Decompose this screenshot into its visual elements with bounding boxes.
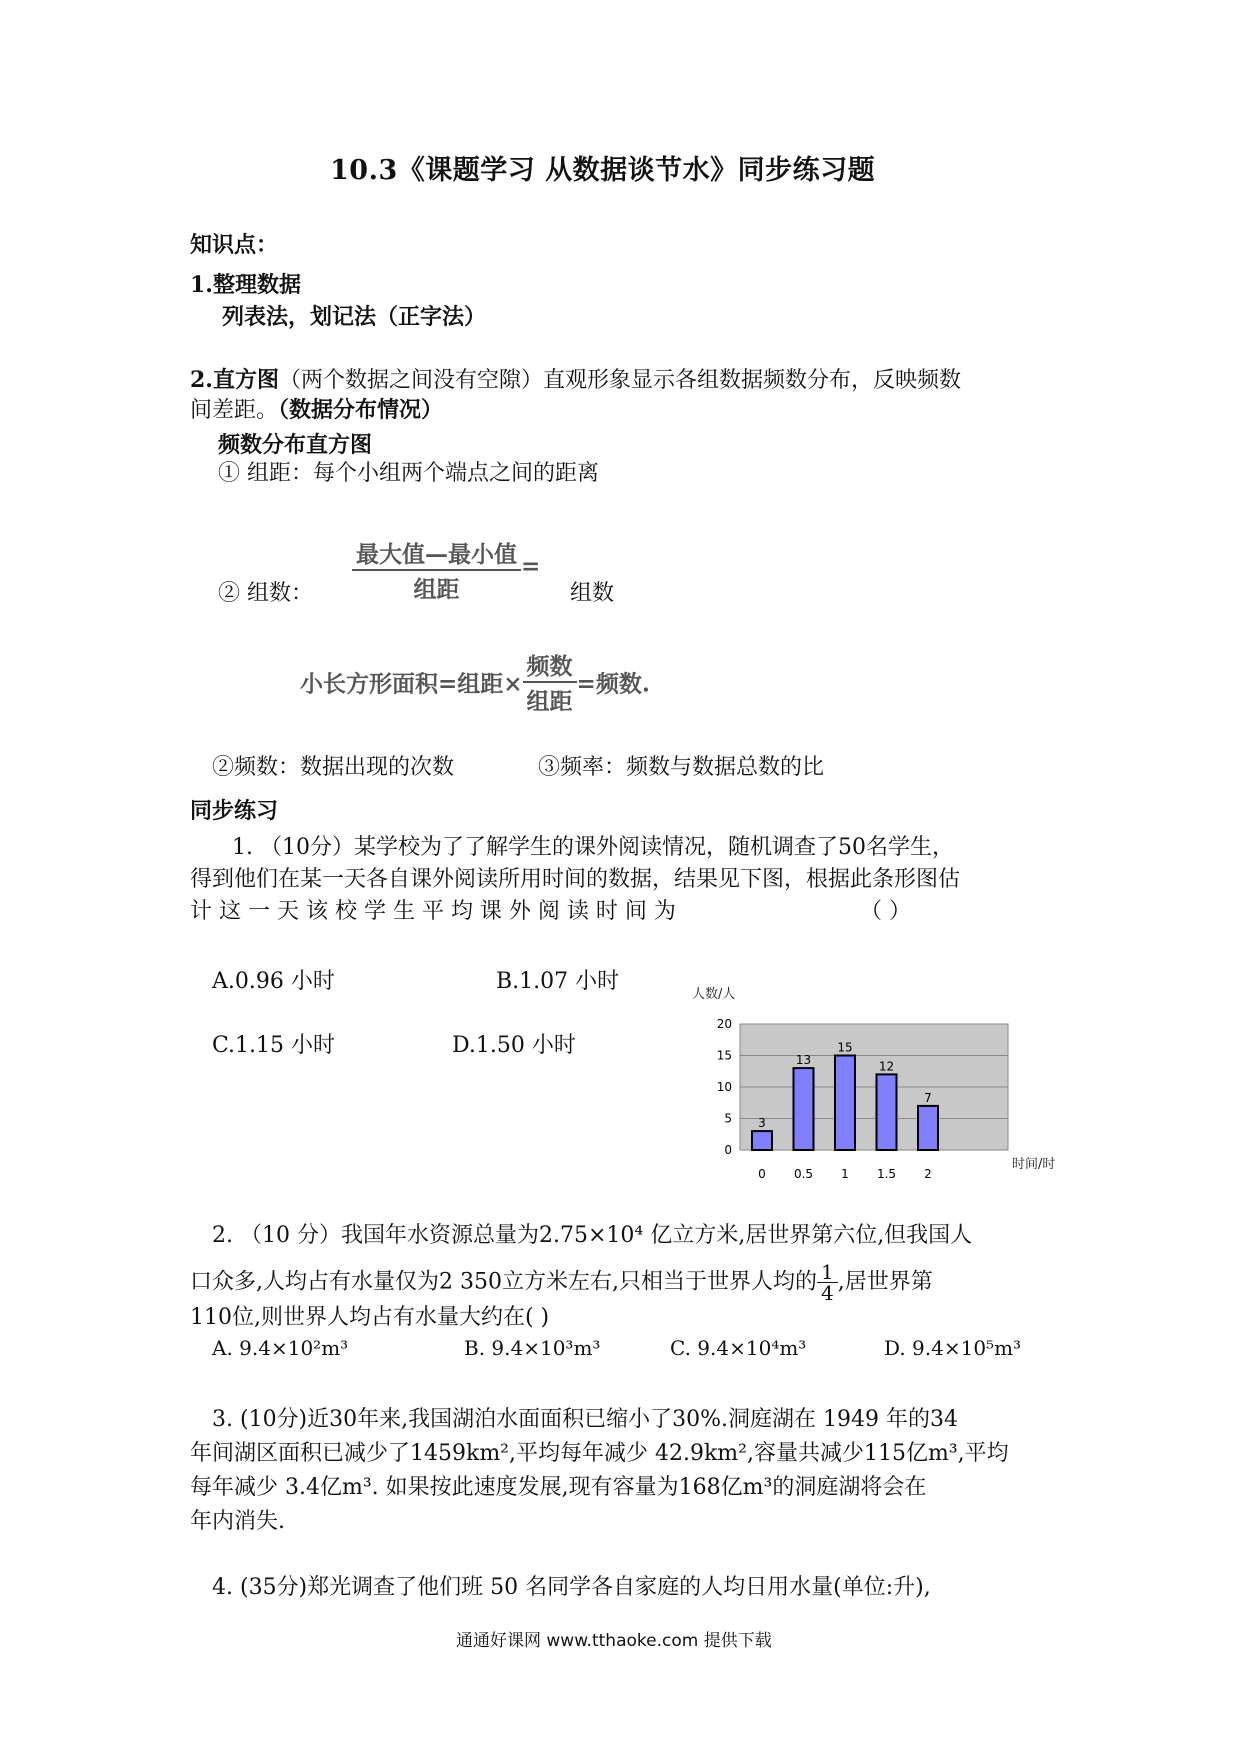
q2-line2-b: ,居世界第: [837, 1269, 933, 1295]
formula-area: [300, 648, 650, 716]
formula1-result: 组数: [570, 581, 615, 606]
frequency-definition: ②频数：数据出现的次数: [212, 755, 455, 780]
q3-line3: 每年减少 3.4亿m³. 如果按此速度发展,现有容量为168亿m³的洞庭湖将会在: [190, 1475, 927, 1500]
q1-option-a: A.0.96 小时: [212, 969, 335, 994]
chart-data-label: 7: [924, 1090, 932, 1105]
q3-line1: 3. (10分)近30年来,我国湖泊水面面积已缩小了30%.洞庭湖在 1949 年的34: [212, 1407, 958, 1432]
q2-option-a: A. 9.4×10²m³: [212, 1336, 349, 1360]
item2-desc-2: 间差距。: [190, 398, 279, 423]
formula1-equals: =: [521, 553, 541, 580]
q2-option-c: C. 9.4×10⁴m³: [670, 1336, 807, 1360]
chart-x-tick-label: 1.5: [876, 1167, 897, 1180]
point-group-width: ① 组距：每个小组两个端点之间的距离: [218, 461, 599, 486]
item2-desc: （两个数据之间没有空隙）直观形象显示各组数据频数分布，反映频数: [278, 368, 961, 393]
q1-option-d: D.1.50 小时: [452, 1033, 576, 1058]
knowledge-heading: 知识点：: [190, 232, 279, 258]
q1-line2: 得到他们在某一天各自课外阅读所用时间的数据，结果见下图，根据此条形图估: [190, 867, 961, 892]
q2-option-b: B. 9.4×10³m³: [464, 1336, 601, 1360]
q1-option-c: C.1.15 小时: [212, 1033, 336, 1058]
q2-fraction-numerator: 1: [817, 1262, 838, 1283]
q1-line1: 1. （10分）某学校为了了解学生的课外阅读情况，随机调查了50名学生，: [232, 835, 954, 860]
q1-line3: 计 这 一 天 该 校 学 生 平 均 课 外 阅 读 时 间 为: [190, 899, 676, 924]
item1-text: 列表法，划记法（正字法）: [222, 304, 487, 330]
chart-bar: [794, 1068, 814, 1150]
chart-x-tick-label: 2: [924, 1167, 932, 1180]
hist-subheading: 频数分布直方图: [218, 432, 373, 458]
reading-time-bar-chart: [690, 980, 1070, 1180]
chart-data-label: 3: [758, 1116, 766, 1131]
q1-answer-paren: （ ）: [860, 899, 911, 924]
item2-line2: [190, 394, 443, 427]
formula2-right: =频数.: [576, 670, 650, 698]
q2-option-d: D. 9.4×10⁵m³: [884, 1336, 1022, 1360]
chart-x-tick-label: 0: [758, 1167, 766, 1180]
q3-line2: 年间湖区面积已减少了1459km²,平均每年减少 42.9km²,容量共减少115亿m³,平均: [190, 1441, 1009, 1466]
chart-y-tick-label: 20: [716, 1017, 732, 1031]
chart-x-tick-label: 1: [841, 1167, 849, 1180]
formula1-denominator: 组距: [413, 576, 460, 603]
q3-line4: 年内消失.: [190, 1509, 285, 1534]
formula2-denominator: 组距: [526, 688, 573, 715]
practice-heading: 同步练习: [190, 798, 279, 824]
chart-y-tick-label: 0: [724, 1143, 732, 1157]
chart-bar: [877, 1074, 897, 1150]
frequency-rate-definition: ③频率：频数与数据总数的比: [538, 755, 825, 780]
formula2-numerator: 频数: [523, 648, 577, 683]
formula-group-count: [352, 536, 540, 604]
page-title: 10.3《课题学习 从数据谈节水》同步练习题: [330, 155, 876, 186]
q2-line2-a: 口众多,人均占有水量仅为2 350立方米左右,只相当于世界人均的: [190, 1269, 817, 1295]
chart-y-tick-label: 10: [716, 1080, 732, 1094]
item2-line1: [190, 364, 961, 397]
item1-heading: 1.整理数据: [190, 272, 301, 298]
chart-bar: [752, 1131, 772, 1150]
chart-y-tick-label: 5: [724, 1111, 732, 1126]
item2-heading: 2.直方图: [190, 367, 279, 393]
q2-fraction-denominator: 4: [820, 1281, 834, 1305]
q2-line3: 110位,则世界人均占有水量大约在( ): [190, 1305, 550, 1330]
chart-data-label: 12: [878, 1059, 895, 1074]
chart-bar: [918, 1106, 938, 1150]
chart-data-label: 15: [837, 1040, 853, 1055]
q2-line2: [190, 1262, 933, 1303]
chart-y-axis-label: 人数/人: [692, 987, 736, 1002]
q4-line1: 4. (35分)郑光调查了他们班 50 名同学各自家庭的人均日用水量(单位:升),: [212, 1575, 931, 1600]
chart-bar: [835, 1056, 855, 1151]
chart-x-tick-label: 0.5: [793, 1167, 814, 1180]
item2-note: （数据分布情况）: [278, 397, 444, 423]
q1-option-b: B.1.07 小时: [496, 969, 620, 994]
q2-line1: 2. （10 分）我国年水资源总量为2.75×10⁴ 亿立方米,居世界第六位,但我国人: [212, 1223, 973, 1248]
point-group-count-label: ② 组数：: [218, 581, 313, 606]
chart-y-tick-label: 15: [716, 1048, 732, 1063]
chart-data-label: 13: [795, 1053, 812, 1068]
chart-x-axis-label: 时间/时: [1012, 1157, 1056, 1172]
page-footer: 通通好课网 www.tthaoke.com 提供下载: [456, 1631, 772, 1651]
formula1-numerator: 最大值—最小值: [352, 536, 521, 571]
formula2-left: 小长方形面积=组距×: [300, 670, 523, 698]
